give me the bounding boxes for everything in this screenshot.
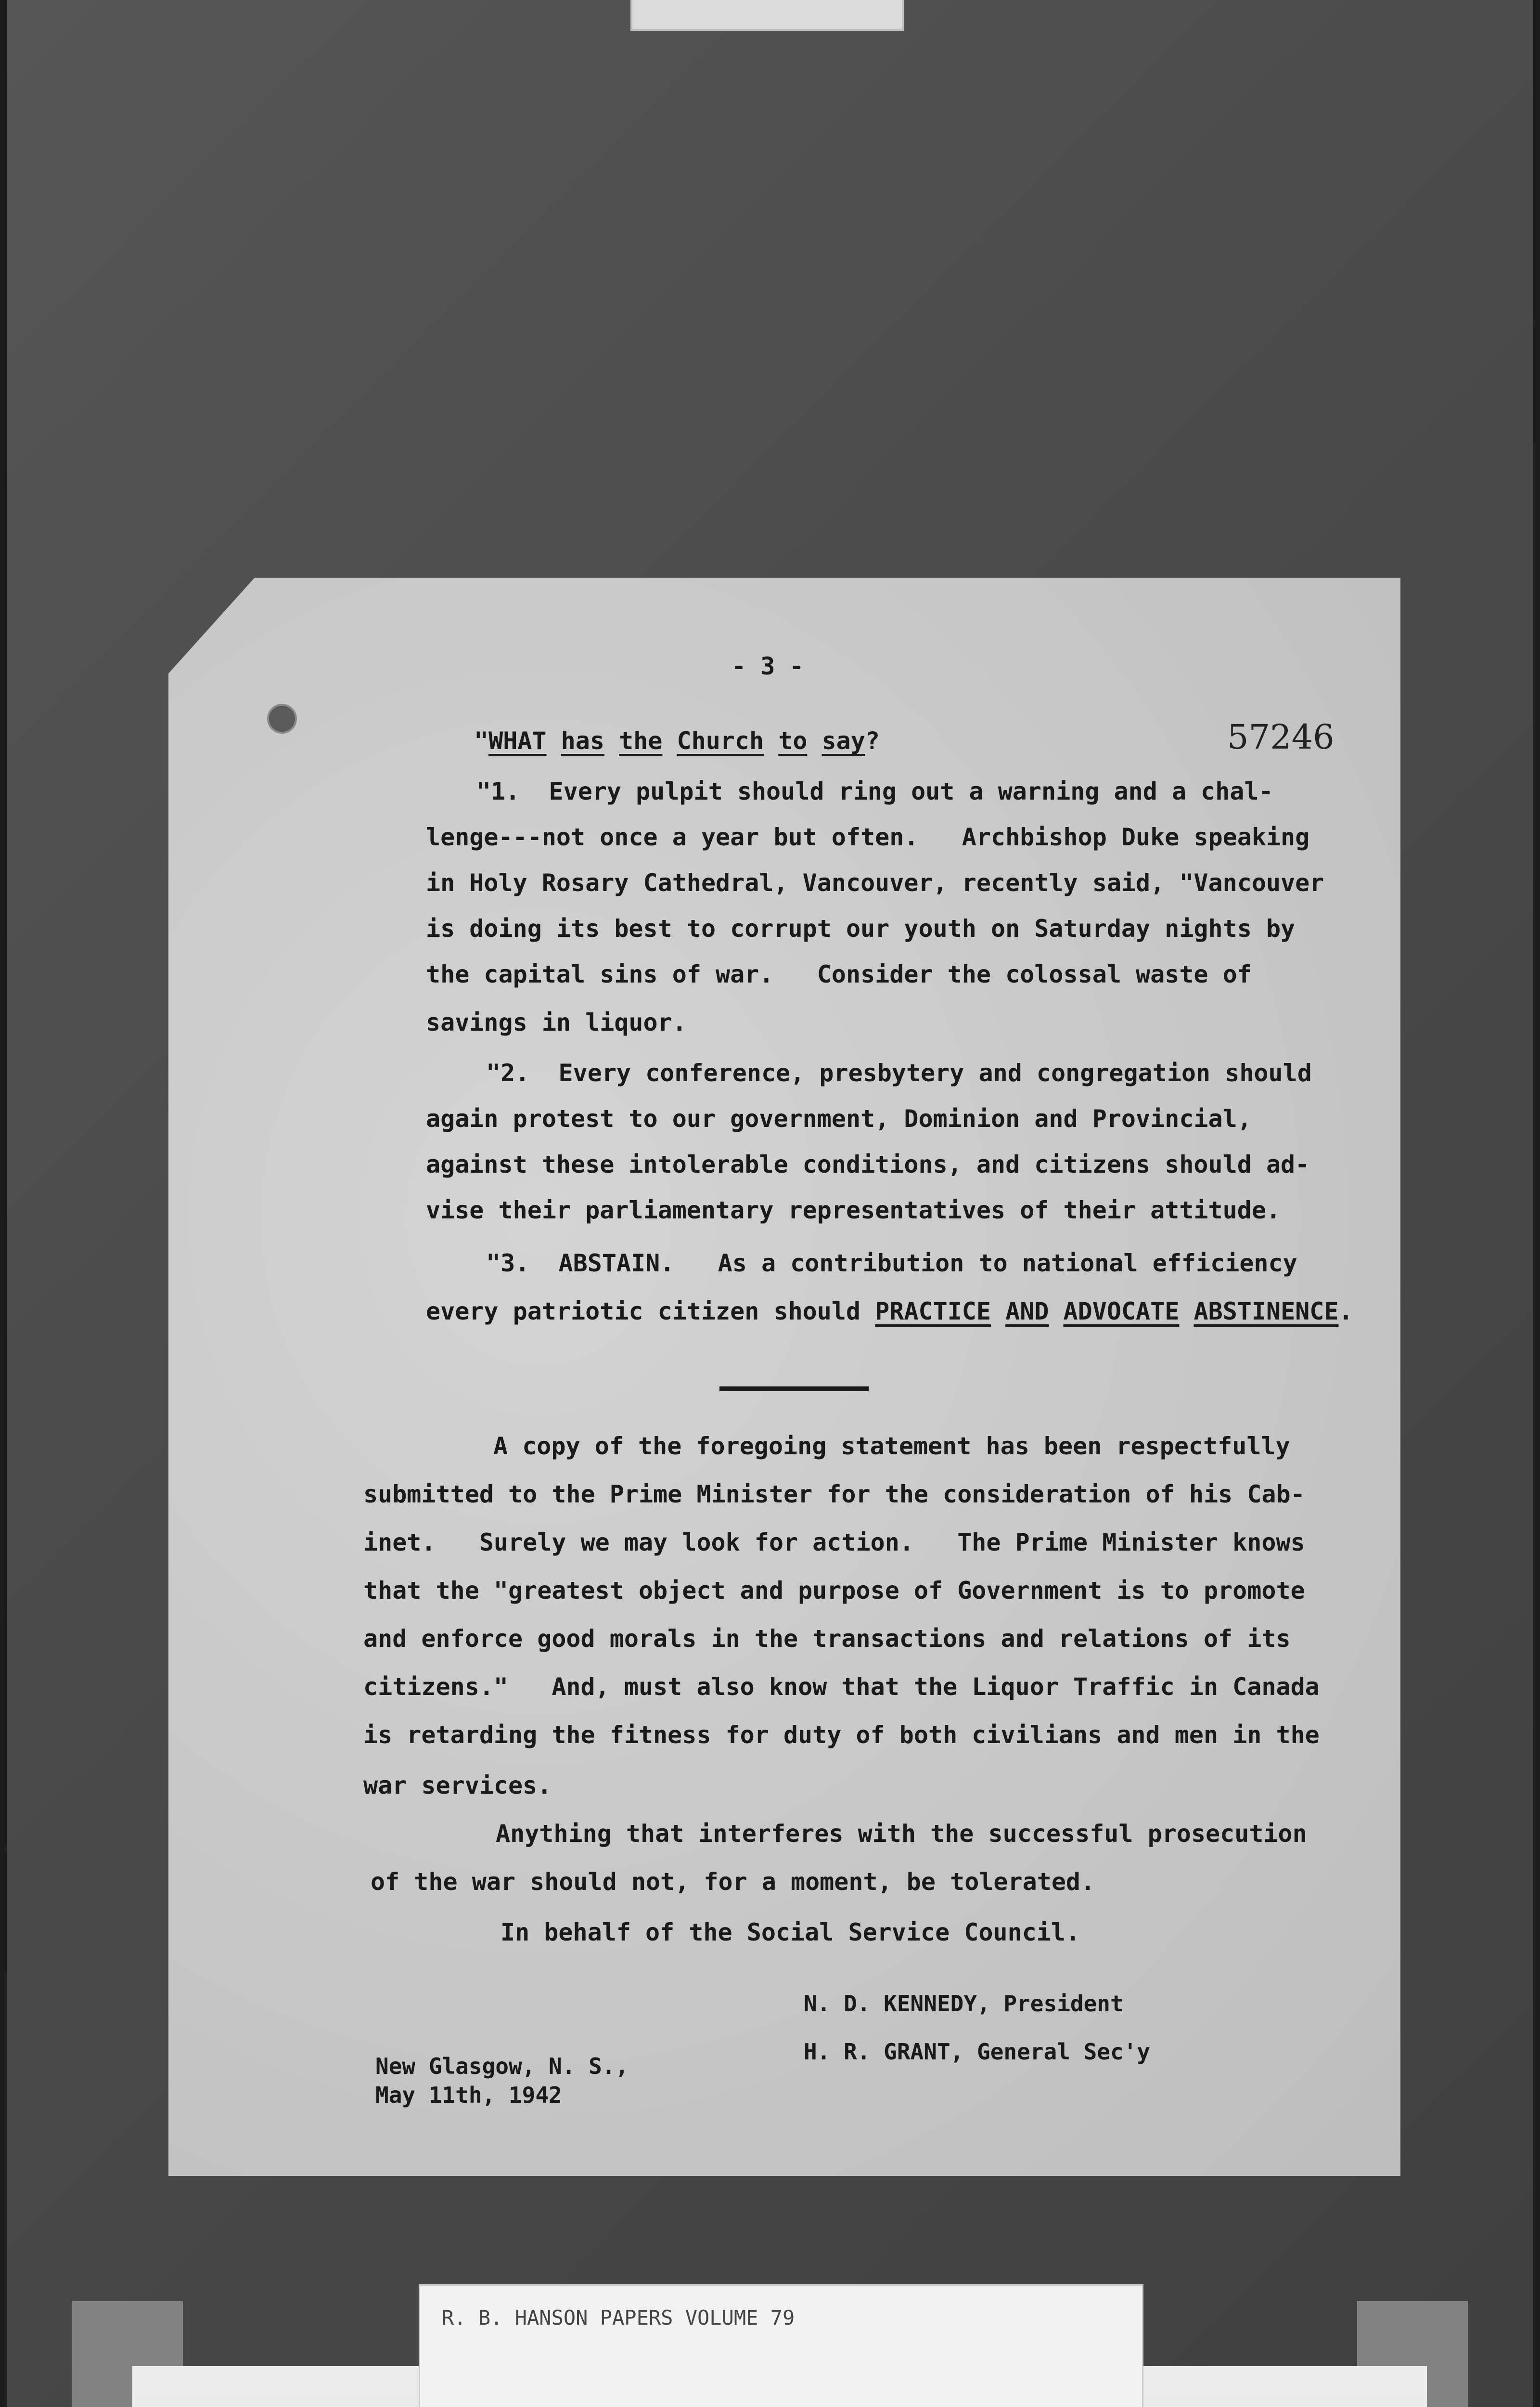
- volume-slip: [419, 2284, 1143, 2407]
- film-border-left: [0, 0, 7, 2407]
- heading-word-say: say: [821, 727, 865, 755]
- separator-rule: [719, 1386, 869, 1391]
- volume-label: R. B. HANSON PAPERS VOLUME 79: [442, 2306, 795, 2329]
- text-line: again protest to our government, Dominion and Provincial,: [426, 1105, 1252, 1133]
- place-line: New Glasgow, N. S.,: [375, 2053, 629, 2079]
- emphasis-abstinence: ABSTINENCE: [1194, 1297, 1339, 1325]
- text-line-emphasis: [426, 1297, 1353, 1325]
- top-paper-tab: [630, 0, 904, 31]
- punch-hole: [267, 704, 297, 734]
- film-border-right: [1533, 0, 1540, 2407]
- text-line: of the war should not, for a moment, be tolerated.: [371, 1868, 1095, 1896]
- text-line: that the "greatest object and purpose of Government is to promote: [363, 1577, 1305, 1605]
- text-line: lenge---not once a year but often. Archbishop Duke speaking: [426, 823, 1310, 851]
- heading-word-the: the: [619, 727, 663, 755]
- page-number: - 3 -: [732, 652, 804, 680]
- date-line: May 11th, 1942: [375, 2082, 562, 2108]
- heading-question-mark: ?: [865, 727, 880, 755]
- heading-space: [807, 727, 821, 755]
- heading-space: [662, 727, 677, 755]
- text-line: Anything that interferes with the successful prosecution: [496, 1820, 1307, 1848]
- text-line: citizens." And, must also know that the Liquor Traffic in Canada: [363, 1673, 1320, 1701]
- text-line: vise their parliamentary representatives of their attitude.: [426, 1196, 1281, 1224]
- heading-word-what: WHAT: [488, 727, 547, 755]
- emphasis-lead: every patriotic citizen should: [426, 1297, 875, 1325]
- heading-word-to: to: [778, 727, 808, 755]
- signatory-secretary: H. R. GRANT, General Sec'y: [804, 2039, 1151, 2065]
- text-line: against these intolerable conditions, and citizens should ad-: [426, 1151, 1310, 1178]
- heading-space: [604, 727, 619, 755]
- text-line: and enforce good morals in the transactions and relations of its: [363, 1625, 1291, 1653]
- text-line: war services.: [363, 1772, 552, 1799]
- heading-space: [764, 727, 778, 755]
- text-line: is retarding the fitness for duty of both civilians and men in the: [363, 1721, 1320, 1749]
- text-line: "3. ABSTAIN. As a contribution to national efficiency: [486, 1249, 1297, 1277]
- emphasis-and: AND: [1005, 1297, 1049, 1325]
- text-line: "2. Every conference, presbytery and congregation should: [486, 1059, 1312, 1087]
- reference-number: 57246: [1227, 717, 1335, 757]
- signatory-president: N. D. KENNEDY, President: [804, 1991, 1124, 2017]
- emphasis-practice: PRACTICE: [875, 1297, 991, 1325]
- text-line: the capital sins of war. Consider the colossal waste of: [426, 960, 1252, 988]
- text-line: inet. Surely we may look for action. The Prime Minister knows: [363, 1528, 1305, 1556]
- section-heading: [474, 727, 880, 755]
- emphasis-period: .: [1338, 1297, 1353, 1325]
- emphasis-advocate: ADVOCATE: [1063, 1297, 1180, 1325]
- text-line: is doing its best to corrupt our youth on Saturday nights by: [426, 915, 1296, 943]
- text-line: In behalf of the Social Service Council.: [500, 1918, 1080, 1946]
- text-line: "1. Every pulpit should ring out a warning and a chal-: [476, 777, 1273, 805]
- heading-word-church: Church: [677, 727, 764, 755]
- text-line: submitted to the Prime Minister for the consideration of his Cab-: [363, 1480, 1305, 1508]
- text-line: savings in liquor.: [426, 1009, 687, 1036]
- heading-space: [547, 727, 561, 755]
- heading-word-has: has: [561, 727, 604, 755]
- text-line: in Holy Rosary Cathedral, Vancouver, recently said, "Vancouver: [426, 869, 1324, 897]
- text-line: A copy of the foregoing statement has been respectfully: [493, 1432, 1290, 1460]
- heading-quote: ": [474, 727, 489, 755]
